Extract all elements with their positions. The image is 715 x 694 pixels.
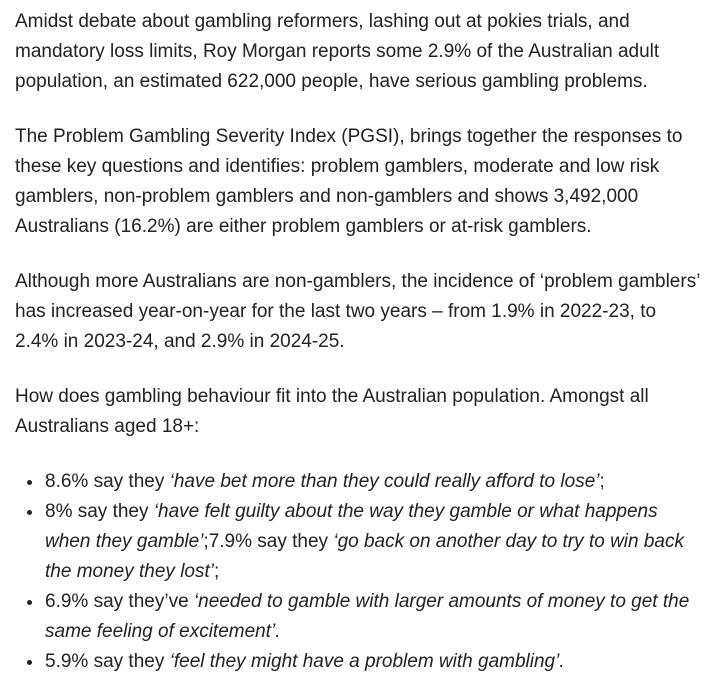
list-item bbox=[45, 467, 700, 497]
list-item-mid: ;7.9% say they bbox=[203, 531, 334, 552]
list-item-lead: 5.9% say they bbox=[45, 651, 170, 672]
behaviour-list bbox=[15, 467, 700, 677]
list-item-lead: 8.6% say they bbox=[45, 471, 170, 492]
list-item bbox=[45, 647, 700, 677]
list-item-tail: ; bbox=[599, 471, 605, 492]
list-item-quote: ‘have bet more than they could really afford to lose’ bbox=[169, 471, 600, 492]
list-item bbox=[45, 587, 700, 647]
list-item-lead: 8% say they bbox=[45, 501, 154, 522]
list-item-tail: ; bbox=[213, 561, 220, 582]
paragraph-pgsi: The Problem Gambling Severity Index (PGSI), brings together the responses to these key questions and identifies: problem gamblers, moderate and low risk gamblers, non-problem gamblers and non-gamblers and shows 3,492,000 Australians (16.2%) are either problem gamblers or at-risk gamblers. bbox=[15, 126, 683, 237]
list-item-quote: ‘feel they might have a problem with gambling’. bbox=[169, 651, 565, 672]
list-item-quote: ‘have felt guilty about the way they gamble or what happens when they gamble’ bbox=[45, 501, 658, 552]
paragraph-population: How does gambling behaviour fit into the Australian population. Amongst all Australians aged 18+: bbox=[15, 386, 649, 437]
list-item bbox=[45, 497, 700, 587]
list-item-quote: ‘needed to gamble with larger amounts of money to get the same feeling of excitement’. bbox=[45, 591, 690, 642]
paragraph-intro: Amidst debate about gambling reformers, lashing out at pokies trials, and mandatory loss limits, Roy Morgan reports some 2.9% of the Australian adult population, an estimated 622,000 people, have serious gambling problems. bbox=[15, 11, 660, 92]
list-item-lead: 6.9% say they’ve bbox=[45, 591, 194, 612]
list-item-quote-2: ‘go back on another day to try to win back the money they lost’ bbox=[45, 531, 684, 582]
paragraph-trend: Although more Australians are non-gamblers, the incidence of ‘problem gamblers’ has increased year-on-year for the last two years – from 1.9% in 2022-23, to 2.4% in 2023-24, and 2.9% in 2024-25. bbox=[15, 271, 700, 352]
